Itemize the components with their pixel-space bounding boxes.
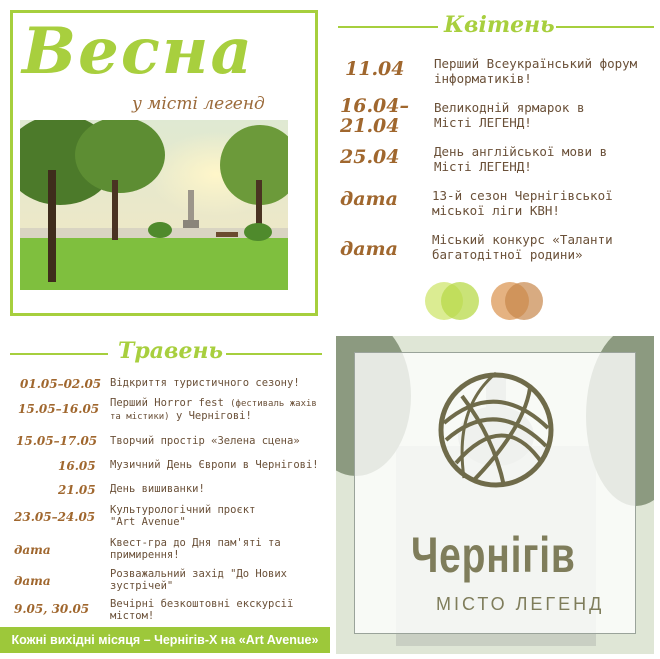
may-date-3: 15.05–17.05 [16,434,98,448]
may-date-4: 16.05 [58,459,96,473]
may-date-9: 9.05, 30.05 [14,602,90,616]
may-date-7: дата [14,543,51,557]
decor-circles [424,280,548,322]
may-event-2 [110,397,322,423]
april-line-left [338,26,438,28]
may-event-9: Вечірні безкоштовні екскурсії містом! [110,598,294,622]
may-heading: Травень [118,338,224,364]
may-date-1: 01.05–02.05 [20,377,102,391]
may-event-7: Квест-гра до Дня пам'яті та примирення! [110,537,281,561]
april-date-5: дата [340,238,398,260]
park-photo [20,120,288,290]
april-date-1: 11.04 [345,58,405,80]
may-line-right [226,353,322,355]
may-date-5: 21.05 [58,483,96,497]
spring-subtitle: у місті легенд [132,94,265,114]
may-event-6: Культурологічний проєкт "Art Avenue" [110,504,256,528]
may-event-1: Відкриття туристичного сезону! [110,377,300,389]
april-date-4: дата [340,188,398,210]
may-date-8: дата [14,574,51,588]
may-event-4: Музичний День Європи в Чернігові! [110,459,319,471]
city-tagline: МІСТО ЛЕГЕНД [436,594,605,614]
city-logo-panel [336,336,654,654]
spring-title: Весна [22,14,254,89]
may-event-5: День вишиванки! [110,483,205,495]
footer-banner: Кожні вихідні місяця – Чернігів-Х на «Art Avenue» [0,627,330,653]
april-event-5: Міський конкурс «Таланти багатодітної родини» [432,232,613,262]
city-name: Чернігів [411,527,576,583]
may-date-6: 23.05–24.05 [14,510,96,524]
yarn-ball-icon [434,368,558,492]
april-date-2: 16.04–21.04 [340,95,409,137]
april-event-3: День англійської мови в Місті ЛЕГЕНД! [434,144,608,174]
may-event-2-note: (фестиваль жахів та містики) [110,399,317,422]
may-event-2-title: Перший Horror fest [110,397,224,409]
may-line-left [10,353,108,355]
april-event-2: Великодній ярмарок в Місті ЛЕГЕНД! [434,100,585,130]
may-event-2-place: у Чернігові! [175,410,252,422]
may-date-2: 15.05–16.05 [18,402,100,416]
may-event-3: Творчий простір «Зелена сцена» [110,435,300,447]
april-event-1: Перший Всеукраїнський форум інформатиків! [434,56,638,86]
may-event-8: Розважальний захід "До Нових зустрічей" [110,568,288,592]
april-event-4: 13-й сезон Чернігівської міської ліги КВН! [432,188,613,218]
april-line-right [556,26,654,28]
april-heading: Квітень [444,12,555,38]
april-date-3: 25.04 [340,146,400,168]
